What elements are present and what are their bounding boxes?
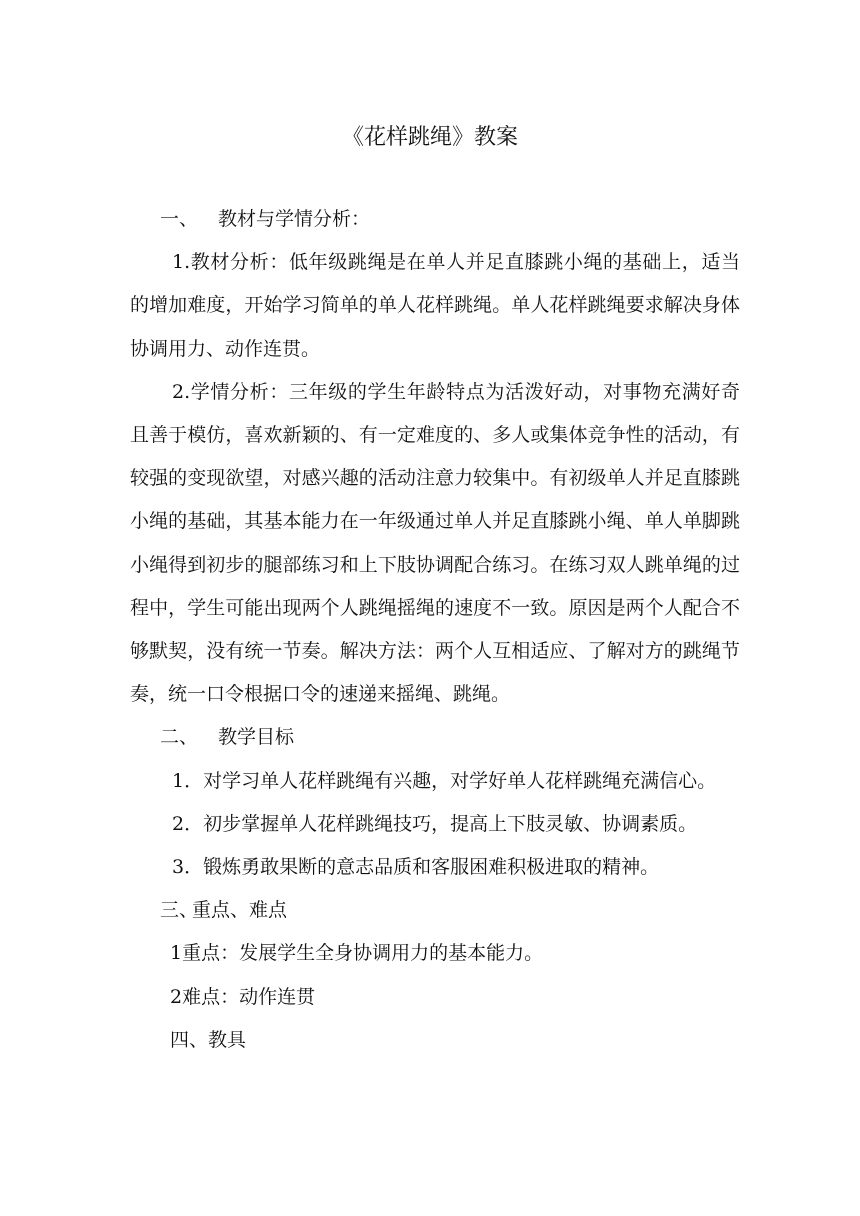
section-number-3: 三、 — [160, 899, 199, 922]
key-point-item-1: 1重点：发展学生全身协调用力的基本能力。 — [170, 942, 544, 965]
section-number-1: 一、 — [160, 208, 199, 230]
section-label-3: 重点、难点 — [192, 899, 288, 922]
section-label-2: 教学目标 — [218, 726, 295, 749]
section-heading-1 — [130, 198, 740, 241]
section-heading-2 — [130, 716, 740, 759]
paragraph-student-analysis: 2.学情分析：三年级的学生年龄特点为活泼好动，对事物充满好奇且善于模仿，喜欢新颖的、有一定难度的、多人或集体竞争性的活动，有较强的变现欲望，对感兴趣的活动注意力较集中。有初级单人并足直膝跳小绳的基础，其基本能力在一年级通过单人并足直膝跳小绳、单人单脚跳小绳得到初步的腿部练习和上下肢协调配合练习。在练习双人跳单绳的过程中，学生可能出现两个人跳绳摇绳的速度不一致。原因是两个人配合不够默契，没有统一节奏。解决方法：两个人互相适应、了解对方的跳绳节奏，统一口令根据口令的速递来摇绳、跳绳。 — [130, 380, 740, 706]
document-title: 《花样跳绳》教案 — [341, 125, 518, 150]
section-heading-3 — [130, 889, 740, 932]
objective-item-2: 2．初步掌握单人花样跳绳技巧，提高上下肢灵敏、协调素质。 — [172, 812, 698, 835]
section-label-1: 教材与学情分析： — [218, 208, 371, 230]
document-body — [130, 198, 740, 1062]
key-point-item-2: 2难点：动作连贯 — [170, 985, 316, 1008]
section-number-2: 二、 — [160, 726, 199, 749]
section-heading-4: 四、教具 — [170, 1028, 247, 1051]
objective-item-1: 1．对学习单人花样跳绳有兴趣，对学好单人花样跳绳充满信心。 — [172, 769, 717, 792]
objective-item-3: 3．锻炼勇敢果断的意志品质和客服困难积极进取的精神。 — [172, 856, 660, 879]
paragraph-textbook-analysis: 1.教材分析：低年级跳绳是在单人并足直膝跳小绳的基础上，适当的增加难度，开始学习简单的单人花样跳绳。单人花样跳绳要求解决身体协调用力、动作连贯。 — [130, 251, 740, 360]
